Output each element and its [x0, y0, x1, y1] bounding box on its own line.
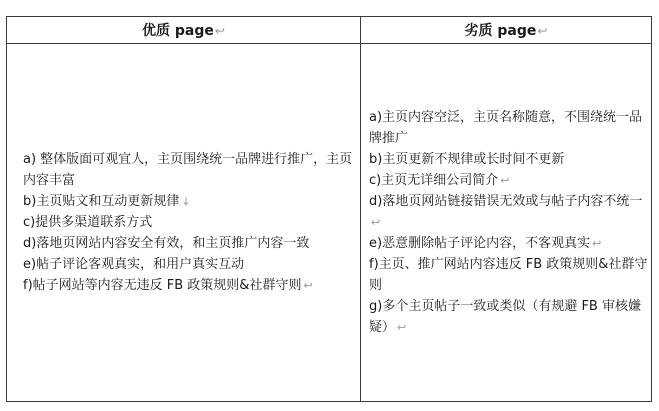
bad-criteria-item-text: a)主页内容空泛，主页名称随意，不围绕统一品牌推广 — [369, 110, 643, 146]
bad-criteria-item-text: b)主页更新不规律或长时间不更新 — [369, 152, 565, 167]
paragraph-mark: ↩ — [397, 321, 407, 334]
good-criteria-item — [23, 254, 354, 275]
good-criteria-item-text: d)落地页网站内容安全有效，和主页推广内容一致 — [23, 236, 310, 251]
bad-page-header-label: 劣质 page — [464, 23, 537, 39]
bad-criteria-item — [369, 296, 651, 338]
paragraph-mark: ↓ — [181, 195, 191, 208]
bad-criteria-item — [369, 233, 651, 254]
bad-page-header — [361, 17, 652, 44]
good-criteria-item-text: b)主页贴文和互动更新规律 — [23, 194, 180, 209]
bad-criteria-item — [369, 170, 651, 191]
good-page-header-label: 优质 page — [142, 23, 214, 39]
bad-criteria-item-text: e)恶意删除帖子评论内容，不客观真实 — [369, 236, 591, 251]
good-criteria-item — [23, 191, 354, 212]
bad-criteria-item — [369, 149, 651, 170]
good-page-criteria-cell — [7, 44, 361, 402]
bad-criteria-item-text: c)主页无详细公司简介 — [369, 173, 499, 188]
table-header-row — [7, 17, 652, 44]
good-criteria-item-text: a) 整体版面可观宜人，主页围绕统一品牌进行推广，主页内容丰富 — [23, 152, 353, 188]
good-criteria-item-text: e)帖子评论客观真实，和用户真实互动 — [23, 257, 245, 272]
bad-criteria-item-text: f)主页、推广网站内容违反 FB 政策规则&社群守则 — [369, 257, 648, 293]
good-criteria-item-text: c)提供多渠道联系方式 — [23, 215, 153, 230]
comparison-table — [6, 16, 652, 402]
bad-criteria-item-text: d)落地页网站链接错误无效或与帖子内容不统一 — [369, 194, 643, 209]
paragraph-mark: ↩ — [537, 24, 548, 38]
good-criteria-item — [23, 233, 354, 254]
table-body-row — [7, 44, 652, 402]
bad-criteria-item — [369, 107, 651, 149]
paragraph-mark: ↩ — [214, 24, 225, 38]
bad-criteria-item-text: g)多个主页帖子一致或类似（有规避 FB 审核嫌疑） — [369, 299, 641, 335]
good-criteria-item — [23, 149, 354, 191]
paragraph-mark: ↩ — [371, 216, 381, 229]
good-page-criteria-list — [23, 149, 354, 296]
bad-criteria-item — [369, 254, 651, 296]
bad-page-criteria-list — [369, 107, 651, 338]
bad-criteria-item — [369, 191, 651, 233]
paragraph-mark: ↩ — [592, 237, 602, 250]
bad-page-criteria-cell — [361, 44, 652, 402]
paragraph-mark: ↩ — [303, 279, 313, 292]
good-criteria-item — [23, 275, 354, 296]
good-criteria-item-text: f)帖子网站等内容无违反 FB 政策规则&社群守则 — [23, 278, 302, 293]
good-criteria-item — [23, 212, 354, 233]
paragraph-mark: ↩ — [500, 174, 510, 187]
good-page-header — [7, 17, 361, 44]
